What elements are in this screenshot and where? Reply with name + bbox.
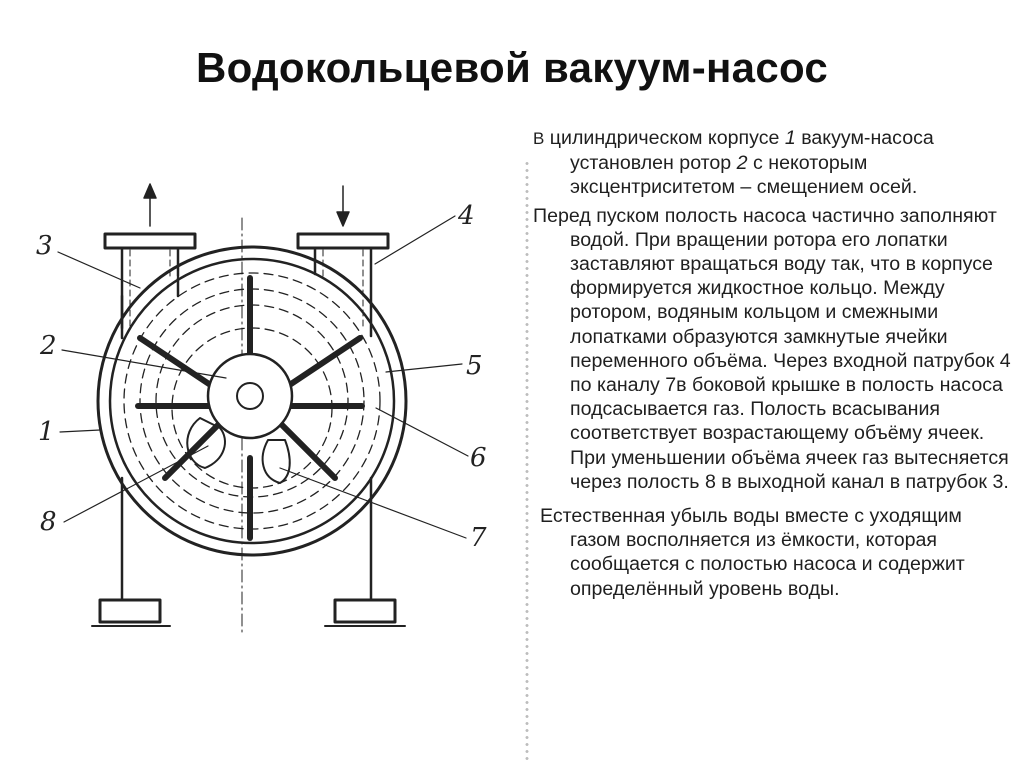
slide-title: Водокольцевой вакуум-насос	[195, 44, 829, 91]
label-1: 1	[38, 417, 55, 447]
label-7: 7	[470, 523, 487, 553]
label-2: 2	[40, 331, 57, 361]
pump-diagram	[30, 178, 500, 648]
paragraph-2: Перед пуском полость насоса частично заполняют водой. При вращении ротора его лопатки заставляют вращаться воду так, что в корпусе формируется жидкостное кольцо. Между ротором, водяным кольцом и смежными лопатками образуются замкнутые ячейки переменного объёма. Через входной патрубок 4 по каналу 7в боковой крышке в полость насоса подсасывается газ. Полость всасывания соответствует возрастающему объёму ячеек. При уменьшении объёма ячеек газ вытесняется через полость 8 в выходной канал в патрубок 3.	[533, 204, 1011, 493]
paragraph-1: В цилиндрическом корпусе 1 вакуум-насоса установлен ротор 2 с некоторым эксцентриситетом – смещением осей.	[533, 127, 934, 199]
label-4: 4	[458, 201, 475, 231]
dotted-divider	[524, 160, 530, 760]
label-6: 6	[470, 443, 487, 473]
paragraph-1-initial: В	[533, 129, 545, 148]
paragraph-3: Естественная убыль воды вместе с уходящим газом восполняется из ёмкости, которая сообщается с полостью насоса и содержит определённый уровень воды.	[540, 505, 965, 600]
label-8: 8	[40, 507, 57, 537]
label-5: 5	[466, 351, 483, 381]
inlet-pipe	[298, 234, 388, 336]
flow-arrows	[144, 184, 349, 226]
rotor-hub	[208, 354, 292, 438]
description-text	[533, 126, 1013, 605]
cavity-7	[263, 440, 290, 483]
label-3: 3	[36, 231, 53, 261]
